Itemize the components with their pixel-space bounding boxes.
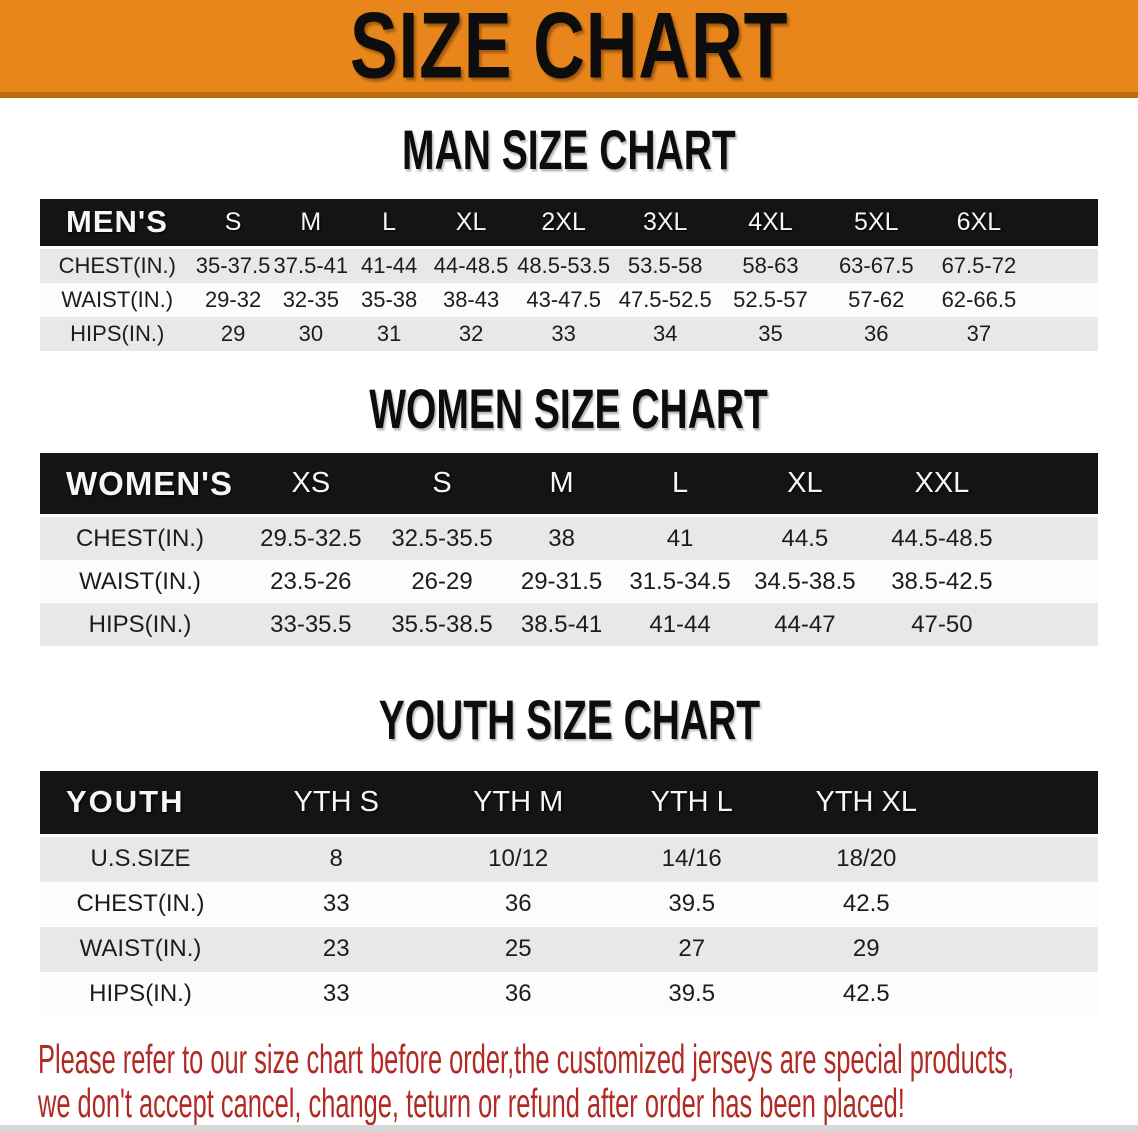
- size-cell: 32: [428, 317, 514, 351]
- spacer-cell: [1029, 283, 1098, 317]
- spacer-cell: [1013, 516, 1098, 561]
- spacer-cell: [1029, 247, 1098, 283]
- size-cell: 57-62: [824, 283, 929, 317]
- table-row: [40, 247, 1098, 283]
- size-cell: 36: [431, 882, 605, 927]
- column-header: 6XL: [929, 199, 1030, 248]
- row-label: WAIST(IN.): [40, 283, 194, 317]
- size-cell: 26-29: [382, 560, 503, 603]
- row-label: HIPS(IN.): [40, 972, 241, 1017]
- row-label: CHEST(IN.): [40, 882, 241, 927]
- size-cell: 29.5-32.5: [240, 516, 382, 561]
- size-cell: 8: [241, 835, 431, 882]
- column-header: 2XL: [514, 199, 613, 248]
- column-header: XXL: [870, 453, 1013, 516]
- size-cell: 23: [241, 927, 431, 972]
- column-header: 5XL: [824, 199, 929, 248]
- spacer-cell: [1029, 199, 1098, 248]
- section-youth: [0, 688, 1138, 1017]
- womens-header-row: [40, 453, 1098, 516]
- disclaimer-line-2: we don't accept cancel, change, teturn or refund after order has been placed!: [38, 1079, 905, 1126]
- women-section-heading-text: WOMEN SIZE CHART: [369, 377, 769, 440]
- womens-size-table: [40, 453, 1098, 646]
- men-section-heading-text: MAN SIZE CHART: [402, 118, 736, 182]
- table-row: [40, 882, 1098, 927]
- size-cell: 30: [272, 317, 350, 351]
- womens-table-label: WOMEN'S: [40, 453, 240, 516]
- table-row: [40, 603, 1098, 646]
- size-cell: 62-66.5: [929, 283, 1030, 317]
- size-cell: 33: [241, 972, 431, 1017]
- table-row: [40, 927, 1098, 972]
- column-header: XL: [739, 453, 870, 516]
- spacer-cell: [954, 771, 1098, 836]
- row-label: CHEST(IN.): [40, 516, 240, 561]
- size-cell: 31.5-34.5: [621, 560, 739, 603]
- size-cell: 48.5-53.5: [514, 247, 613, 283]
- size-cell: 36: [824, 317, 929, 351]
- size-chart-banner: [0, 0, 1138, 98]
- column-header: YTH S: [241, 771, 431, 836]
- size-cell: 44.5-48.5: [870, 516, 1013, 561]
- spacer-cell: [954, 882, 1098, 927]
- disclaimer-line-1: Please refer to our size chart before order,the customized jerseys are special products,: [38, 1035, 1015, 1082]
- column-header: M: [502, 453, 620, 516]
- size-cell: 29: [194, 317, 271, 351]
- size-cell: 37: [929, 317, 1030, 351]
- size-cell: 47-50: [870, 603, 1013, 646]
- youth-section-heading-text: YOUTH SIZE CHART: [378, 688, 760, 752]
- size-cell: 32-35: [272, 283, 350, 317]
- size-cell: 27: [605, 927, 779, 972]
- size-cell: 58-63: [717, 247, 824, 283]
- size-cell: 29-32: [194, 283, 271, 317]
- size-cell: 41-44: [621, 603, 739, 646]
- row-label: CHEST(IN.): [40, 247, 194, 283]
- spacer-cell: [1013, 560, 1098, 603]
- youth-header-row: [40, 771, 1098, 836]
- spacer-cell: [1029, 317, 1098, 351]
- size-cell: 52.5-57: [717, 283, 824, 317]
- size-cell: 53.5-58: [613, 247, 717, 283]
- size-cell: 34: [613, 317, 717, 351]
- column-header: S: [382, 453, 503, 516]
- size-cell: 41-44: [350, 247, 428, 283]
- column-header: 4XL: [717, 199, 824, 248]
- table-row: [40, 317, 1098, 351]
- size-cell: 10/12: [431, 835, 605, 882]
- size-cell: 38.5-41: [502, 603, 620, 646]
- youth-section-heading: [0, 688, 1138, 752]
- size-cell: 33: [241, 882, 431, 927]
- size-cell: 29: [778, 927, 954, 972]
- row-label: WAIST(IN.): [40, 560, 240, 603]
- size-cell: 25: [431, 927, 605, 972]
- youth-table-label: YOUTH: [40, 771, 241, 836]
- column-header: YTH M: [431, 771, 605, 836]
- size-cell: 38: [502, 516, 620, 561]
- column-header: S: [194, 199, 271, 248]
- spacer-cell: [1013, 603, 1098, 646]
- size-cell: 35-38: [350, 283, 428, 317]
- size-cell: 23.5-26: [240, 560, 382, 603]
- size-cell: 14/16: [605, 835, 779, 882]
- size-cell: 37.5-41: [272, 247, 350, 283]
- youth-size-table: [40, 771, 1098, 1017]
- mens-header-row: [40, 199, 1098, 248]
- row-label: HIPS(IN.): [40, 603, 240, 646]
- size-cell: 33: [514, 317, 613, 351]
- column-header: XS: [240, 453, 382, 516]
- disclaimer: [38, 1037, 1138, 1125]
- spacer-cell: [954, 927, 1098, 972]
- size-cell: 38.5-42.5: [870, 560, 1013, 603]
- mens-table-label: MEN'S: [40, 199, 194, 248]
- size-cell: 35.5-38.5: [382, 603, 503, 646]
- spacer-cell: [1013, 453, 1098, 516]
- table-row: [40, 283, 1098, 317]
- column-header: L: [621, 453, 739, 516]
- size-cell: 44.5: [739, 516, 870, 561]
- size-cell: 18/20: [778, 835, 954, 882]
- row-label: WAIST(IN.): [40, 927, 241, 972]
- row-label: HIPS(IN.): [40, 317, 194, 351]
- table-row: [40, 560, 1098, 603]
- spacer-cell: [954, 835, 1098, 882]
- size-cell: 29-31.5: [502, 560, 620, 603]
- size-cell: 47.5-52.5: [613, 283, 717, 317]
- size-cell: 32.5-35.5: [382, 516, 503, 561]
- table-row: [40, 516, 1098, 561]
- size-cell: 44-47: [739, 603, 870, 646]
- size-cell: 39.5: [605, 882, 779, 927]
- size-cell: 41: [621, 516, 739, 561]
- column-header: L: [350, 199, 428, 248]
- section-men: [0, 118, 1138, 351]
- size-cell: 44-48.5: [428, 247, 514, 283]
- size-cell: 35-37.5: [194, 247, 271, 283]
- size-cell: 38-43: [428, 283, 514, 317]
- column-header: YTH XL: [778, 771, 954, 836]
- size-cell: 33-35.5: [240, 603, 382, 646]
- table-row: [40, 972, 1098, 1017]
- column-header: 3XL: [613, 199, 717, 248]
- size-cell: 63-67.5: [824, 247, 929, 283]
- size-cell: 34.5-38.5: [739, 560, 870, 603]
- size-cell: 43-47.5: [514, 283, 613, 317]
- women-section-heading: [0, 377, 1138, 440]
- section-women: [0, 377, 1138, 647]
- mens-size-table: [40, 199, 1098, 351]
- size-cell: 31: [350, 317, 428, 351]
- size-cell: 67.5-72: [929, 247, 1030, 283]
- row-label: U.S.SIZE: [40, 835, 241, 882]
- size-cell: 36: [431, 972, 605, 1017]
- spacer-cell: [954, 972, 1098, 1017]
- banner-title: SIZE CHART: [349, 0, 789, 99]
- size-cell: 42.5: [778, 882, 954, 927]
- column-header: YTH L: [605, 771, 779, 836]
- men-section-heading: [0, 118, 1138, 182]
- column-header: M: [272, 199, 350, 248]
- size-cell: 42.5: [778, 972, 954, 1017]
- size-cell: 39.5: [605, 972, 779, 1017]
- column-header: XL: [428, 199, 514, 248]
- bottom-edge-strip: [0, 1125, 1138, 1132]
- size-cell: 35: [717, 317, 824, 351]
- table-row: [40, 835, 1098, 882]
